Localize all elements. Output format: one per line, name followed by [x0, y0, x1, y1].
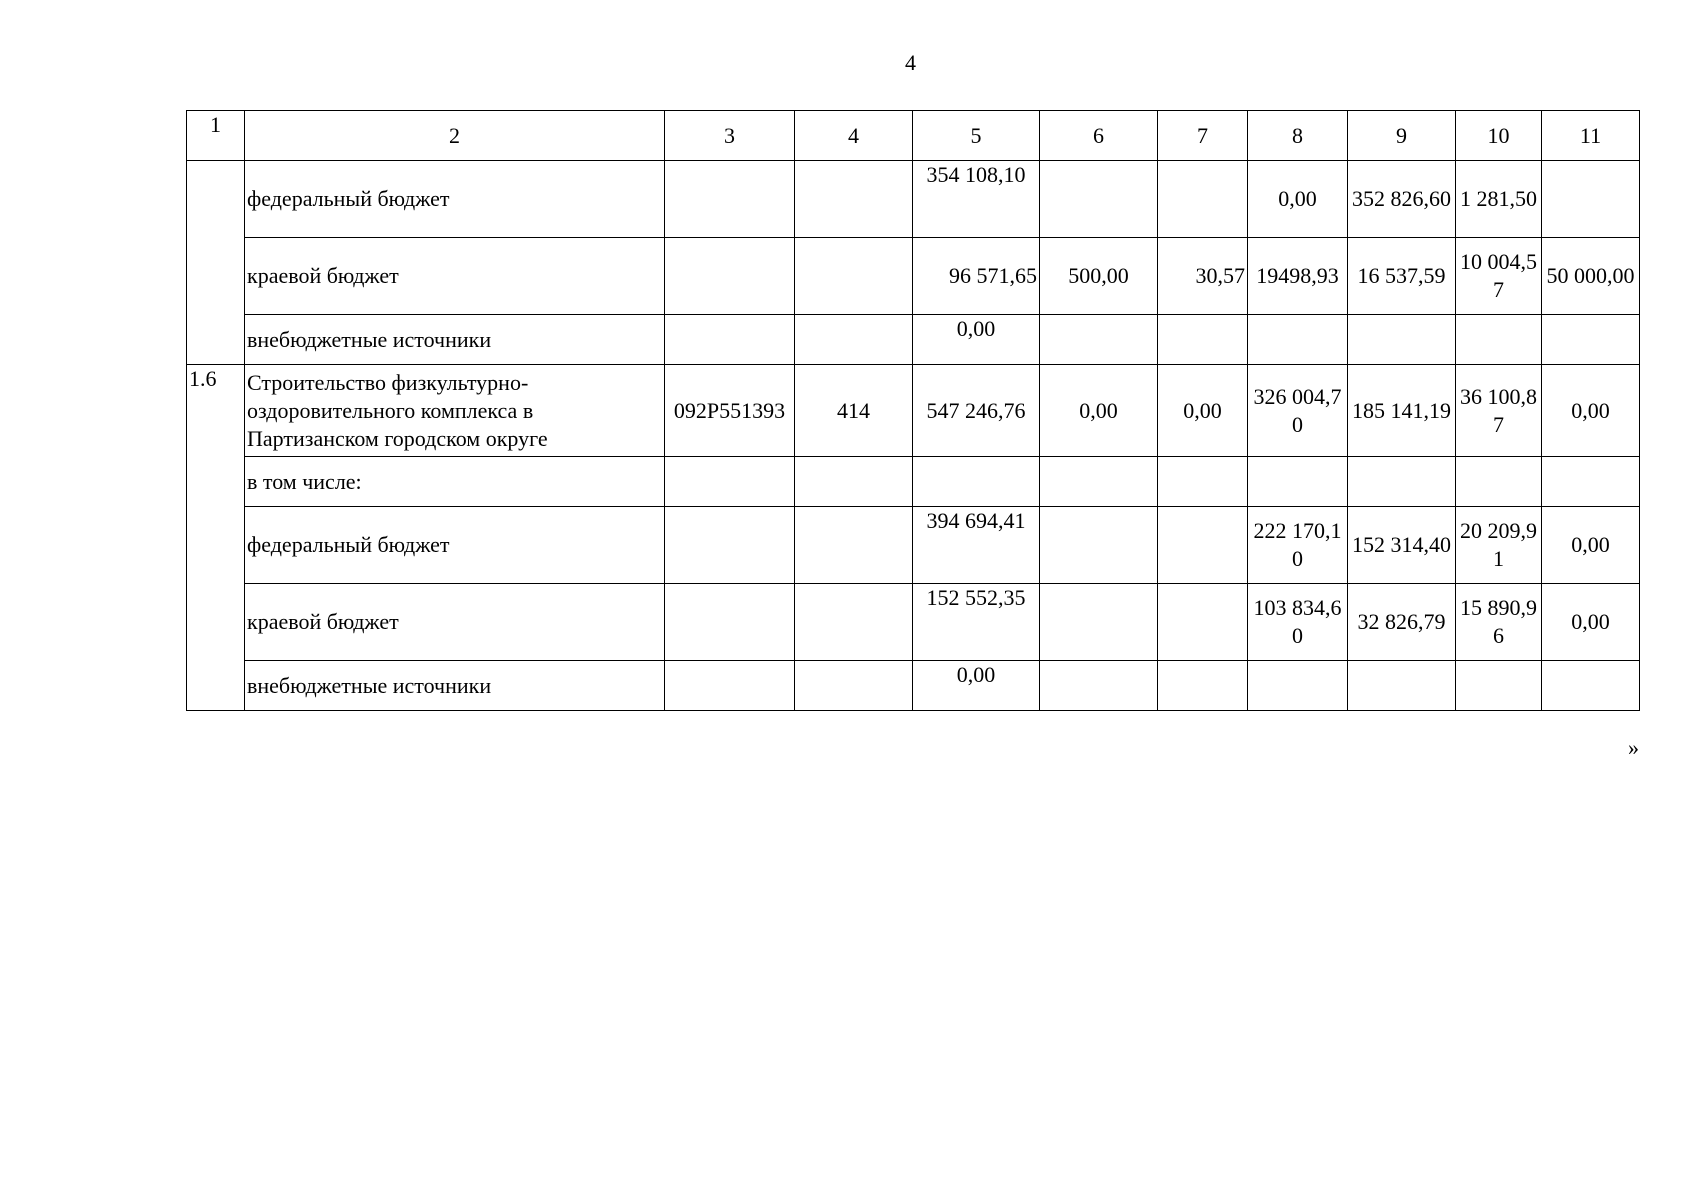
table-row [187, 238, 1640, 315]
value-cell [1456, 457, 1542, 507]
source-name-cell: внебюджетные источники [245, 661, 665, 711]
source-name-cell: внебюджетные источники [245, 315, 665, 365]
value-cell [1040, 661, 1158, 711]
value-cell [1542, 315, 1640, 365]
value-cell: 30,57 [1158, 238, 1248, 315]
value-cell [1248, 661, 1348, 711]
header-row [187, 111, 1640, 161]
value-cell [1158, 457, 1248, 507]
total-cell: 0,00 [913, 661, 1040, 711]
value-cell [1248, 457, 1348, 507]
total-cell: 394 694,41 [913, 507, 1040, 584]
table-row [187, 584, 1640, 661]
source-name-cell: федеральный бюджет [245, 507, 665, 584]
value-cell: 0,00 [1158, 365, 1248, 457]
code-cell: 092P551393 [665, 365, 795, 457]
value-cell [1542, 661, 1640, 711]
code-cell [795, 238, 913, 315]
value-cell [1040, 584, 1158, 661]
code-cell [665, 661, 795, 711]
code-cell [795, 507, 913, 584]
value-cell: 15 890,96 [1456, 584, 1542, 661]
header-cell: 1 [187, 111, 245, 161]
header-cell: 6 [1040, 111, 1158, 161]
header-cell: 10 [1456, 111, 1542, 161]
page-number: 4 [905, 50, 916, 75]
row-number-cell [187, 161, 245, 365]
value-cell [1040, 457, 1158, 507]
header-cell: 8 [1248, 111, 1348, 161]
value-cell: 0,00 [1542, 365, 1640, 457]
value-cell [1040, 507, 1158, 584]
value-cell [1542, 457, 1640, 507]
value-cell: 0,00 [1542, 584, 1640, 661]
value-cell: 0,00 [1542, 507, 1640, 584]
value-cell: 20 209,91 [1456, 507, 1542, 584]
value-cell: 222 170,10 [1248, 507, 1348, 584]
value-cell [1542, 161, 1640, 238]
code-cell [665, 238, 795, 315]
source-name-cell: краевой бюджет [245, 584, 665, 661]
source-name-cell: в том числе: [245, 457, 665, 507]
header-cell: 4 [795, 111, 913, 161]
value-cell: 50 000,00 [1542, 238, 1640, 315]
code-cell [795, 161, 913, 238]
header-cell: 9 [1348, 111, 1456, 161]
value-cell [1040, 315, 1158, 365]
closing-quote-mark: » [1628, 735, 1639, 760]
value-cell [1158, 584, 1248, 661]
value-cell: 1 281,50 [1456, 161, 1542, 238]
value-cell: 326 004,70 [1248, 365, 1348, 457]
value-cell [1158, 315, 1248, 365]
value-cell [1348, 315, 1456, 365]
value-cell: 16 537,59 [1348, 238, 1456, 315]
value-cell: 352 826,60 [1348, 161, 1456, 238]
code-cell [665, 507, 795, 584]
header-cell: 3 [665, 111, 795, 161]
code-cell [665, 161, 795, 238]
value-cell [1158, 161, 1248, 238]
total-cell: 96 571,65 [913, 238, 1040, 315]
item-name-cell: Строительство физкультурно-оздоровительного комплекса в Партизанском городском округе [245, 365, 665, 457]
value-cell [1456, 315, 1542, 365]
value-cell [1248, 315, 1348, 365]
header-cell: 5 [913, 111, 1040, 161]
value-cell [1456, 661, 1542, 711]
value-cell [1348, 457, 1456, 507]
total-cell: 0,00 [913, 315, 1040, 365]
value-cell: 152 314,40 [1348, 507, 1456, 584]
value-cell: 0,00 [1040, 365, 1158, 457]
header-cell: 2 [245, 111, 665, 161]
value-cell [1348, 661, 1456, 711]
total-cell: 354 108,10 [913, 161, 1040, 238]
code-cell [795, 457, 913, 507]
value-cell [1158, 661, 1248, 711]
total-cell: 152 552,35 [913, 584, 1040, 661]
code-cell [665, 457, 795, 507]
code-cell [795, 661, 913, 711]
code-cell [795, 315, 913, 365]
row-number-cell: 1.6 [187, 365, 245, 711]
budget-table [186, 110, 1640, 711]
total-cell [913, 457, 1040, 507]
value-cell: 185 141,19 [1348, 365, 1456, 457]
table-row [187, 161, 1640, 238]
value-cell: 36 100,87 [1456, 365, 1542, 457]
value-cell: 500,00 [1040, 238, 1158, 315]
value-cell [1040, 161, 1158, 238]
table-row [187, 507, 1640, 584]
code-cell: 414 [795, 365, 913, 457]
total-cell: 547 246,76 [913, 365, 1040, 457]
value-cell [1158, 507, 1248, 584]
value-cell: 32 826,79 [1348, 584, 1456, 661]
code-cell [795, 584, 913, 661]
source-name-cell: краевой бюджет [245, 238, 665, 315]
code-cell [665, 584, 795, 661]
header-cell: 11 [1542, 111, 1640, 161]
value-cell: 10 004,57 [1456, 238, 1542, 315]
table-row [187, 457, 1640, 507]
value-cell: 0,00 [1248, 161, 1348, 238]
table-row [187, 365, 1640, 457]
table-row [187, 315, 1640, 365]
table-row [187, 661, 1640, 711]
source-name-cell: федеральный бюджет [245, 161, 665, 238]
code-cell [665, 315, 795, 365]
header-cell: 7 [1158, 111, 1248, 161]
value-cell: 19498,93 [1248, 238, 1348, 315]
value-cell: 103 834,60 [1248, 584, 1348, 661]
